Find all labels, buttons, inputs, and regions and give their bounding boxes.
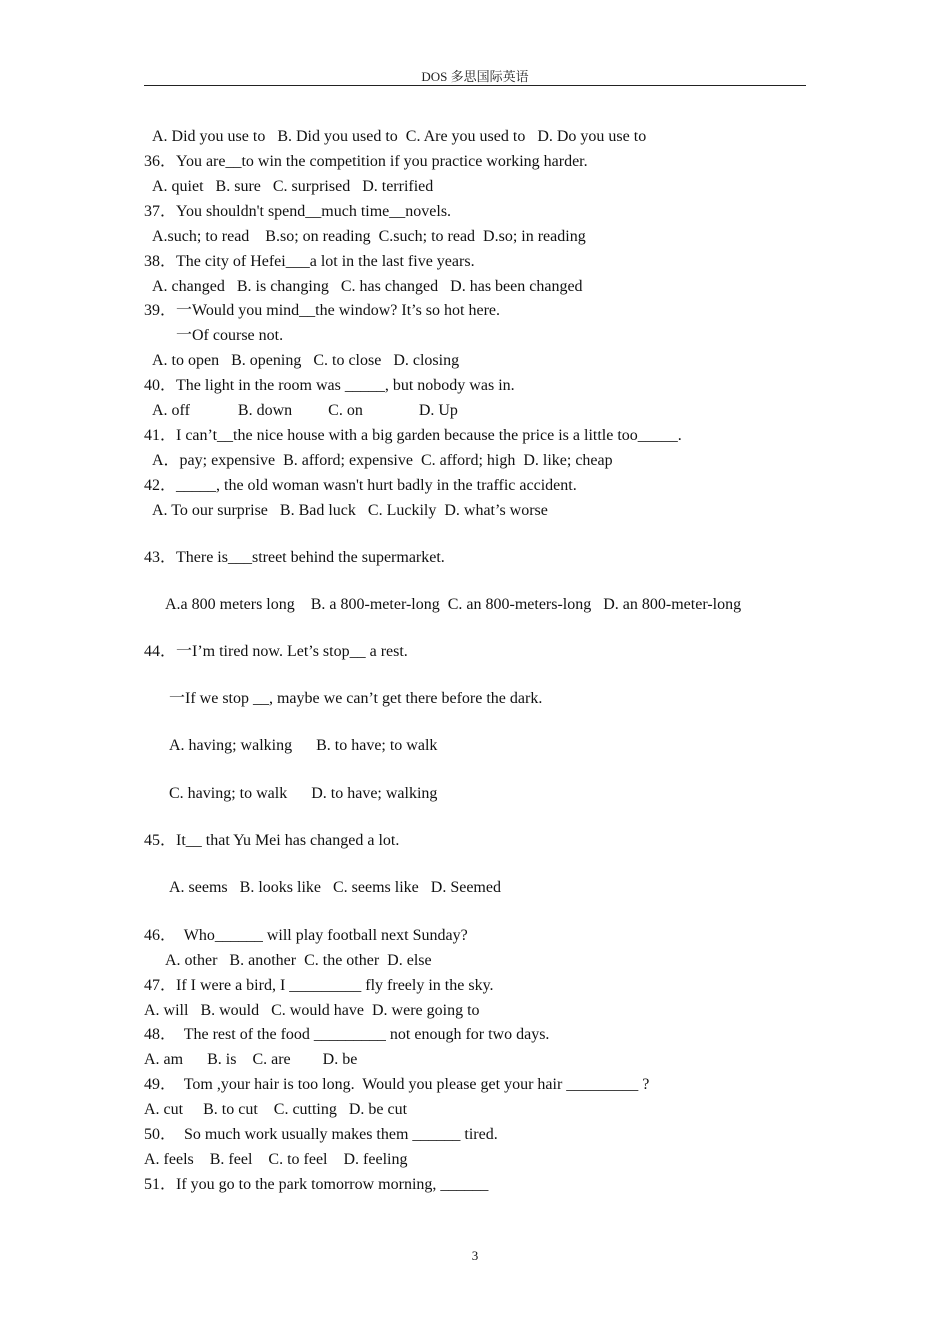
q50-question: 50． So much work usually makes them ______ tired. [144, 1126, 498, 1143]
q39-dialogue: 一Of course not. [176, 327, 284, 344]
q42-question: 42．_____, the old woman wasn't hurt badly in the traffic accident. [144, 477, 577, 494]
q38-question: 38．The city of Hefei___a lot in the last five years. [144, 253, 475, 270]
q40-options: A. off B. down C. on D. Up [152, 402, 458, 419]
q37-options: A.such; to read B.so; on reading C.such; to read D.so; in reading [152, 228, 586, 245]
q35-options: A. Did you use to B. Did you used to C. Are you used to D. Do you use to [152, 128, 647, 145]
q44-options-cd: C. having; to walk D. to have; walking [169, 785, 438, 802]
q38-options: A. changed B. is changing C. has changed D. has been changed [152, 278, 583, 295]
page-header: DOS 多思国际英语 [421, 69, 529, 84]
q46-options: A. other B. another C. the other D. else [165, 952, 432, 969]
q45-question: 45．It__ that Yu Mei has changed a lot. [144, 832, 400, 849]
q44-options-ab: A. having; walking B. to have; to walk [169, 737, 438, 754]
q46-question: 46． Who______ will play football next Sunday? [144, 927, 468, 944]
q39-options: A. to open B. opening C. to close D. closing [152, 352, 460, 369]
q42-options: A. To our surprise B. Bad luck C. Luckily D. what’s worse [152, 502, 548, 519]
q47-question: 47．If I were a bird, I _________ fly freely in the sky. [144, 977, 494, 994]
header-divider [144, 85, 806, 86]
q48-question: 48． The rest of the food _________ not enough for two days. [144, 1026, 550, 1043]
q40-question: 40．The light in the room was _____, but nobody was in. [144, 377, 515, 394]
q45-options: A. seems B. looks like C. seems like D. Seemed [169, 879, 501, 896]
q37-question: 37．You shouldn't spend__much time__novels. [144, 203, 452, 220]
q48-options: A. am B. is C. are D. be [144, 1051, 358, 1068]
q50-options: A. feels B. feel C. to feel D. feeling [144, 1151, 408, 1168]
q41-options: A．pay; expensive B. afford; expensive C. afford; high D. like; cheap [152, 452, 613, 469]
q51-question: 51．If you go to the park tomorrow morning, ______ [144, 1176, 489, 1193]
q36-options: A. quiet B. sure C. surprised D. terrified [152, 178, 434, 195]
q43-options: A.a 800 meters long B. a 800-meter-long C. an 800-meters-long D. an 800-meter-long [165, 596, 742, 613]
page-number: 3 [471, 1248, 479, 1263]
q39-question: 39．一Would you mind__the window? It’s so hot here. [144, 302, 501, 319]
q49-question: 49． Tom ,your hair is too long. Would you please get your hair _________ ? [144, 1076, 650, 1093]
q43-question: 43．There is___street behind the supermarket. [144, 549, 445, 566]
q44-question: 44．一I’m tired now. Let’s stop__ a rest. [144, 643, 408, 660]
q44-dialogue: 一If we stop __, maybe we can’t get there before the dark. [169, 690, 543, 707]
q41-question: 41．I can’t__the nice house with a big garden because the price is a little too_____. [144, 427, 682, 444]
q36-question: 36．You are__to win the competition if you practice working harder. [144, 153, 588, 170]
q47-options: A. will B. would C. would have D. were going to [144, 1002, 480, 1019]
q49-options: A. cut B. to cut C. cutting D. be cut [144, 1101, 408, 1118]
